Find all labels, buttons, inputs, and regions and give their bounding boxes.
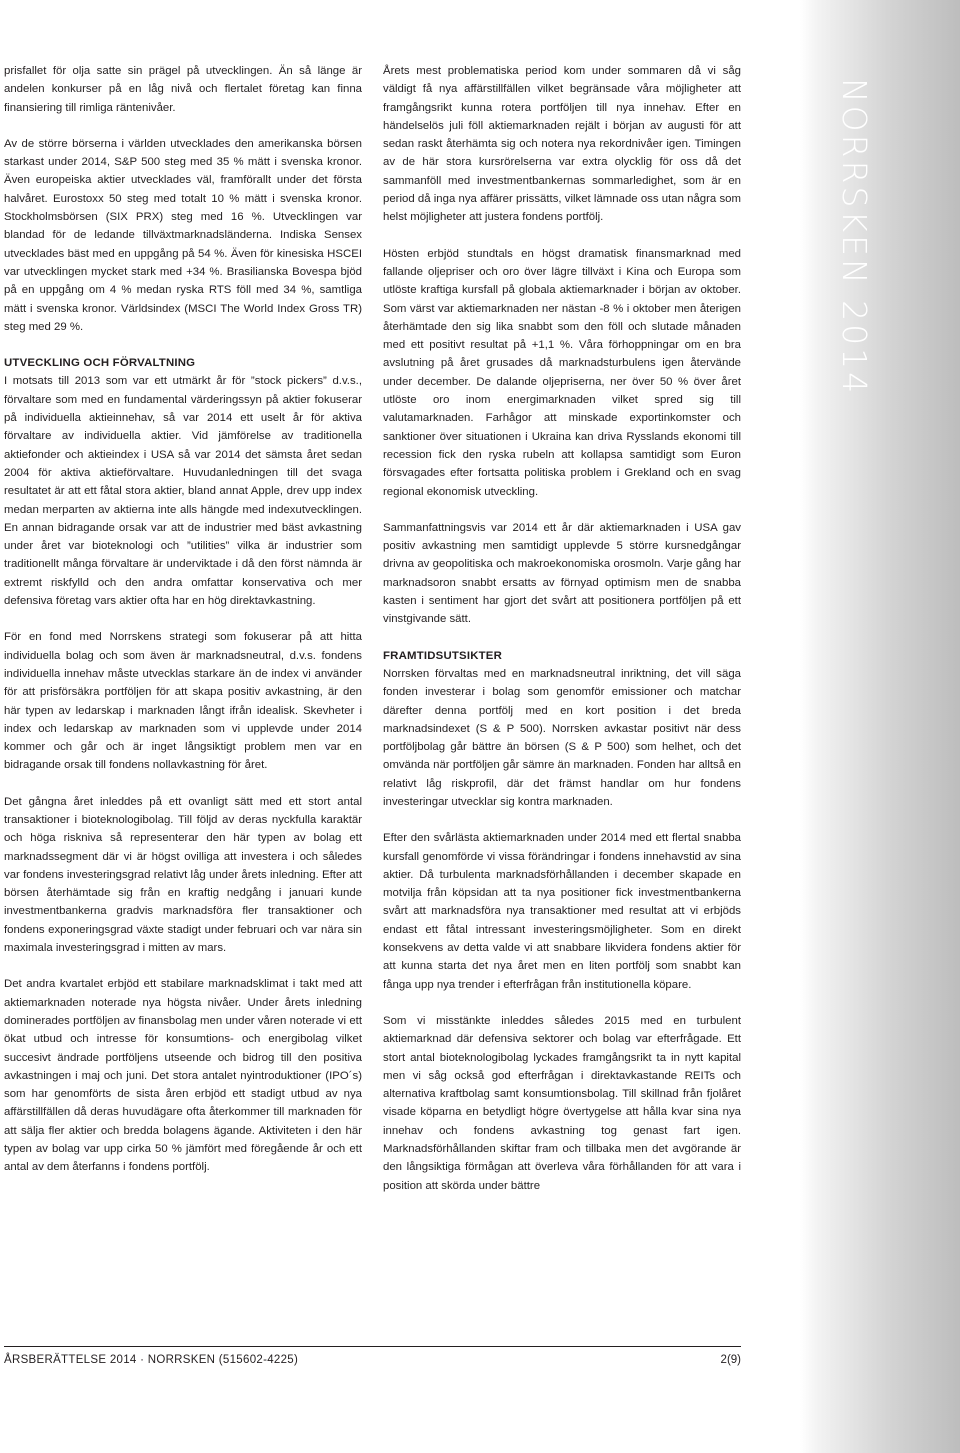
right-column [383, 62, 741, 1213]
paragraph: Som vi misstänkte inleddes således 2015 med en turbulent aktiemarknad där defensiva sektorer och bolag var efterfrågade. Ett stort antal bioteknologibolag lyckades framgångsrikt ta in nytt kapital men vi såg också god efterfrågan i direktavkastande REITs och alternativa kraftbolag samt konsumtionsbolag. Till skillnad från fjolåret visade köparna en betydligt högre övertygelse att hålla kvar sina nya innehav och fondens avkastning tog genast fart igen. Marknadsförhållanden skiftar fram och tillbaka men det avgörande är den långsiktiga förmågan att överleva våra förhållanden för att vara i position att skörda under bättre [383, 1014, 741, 1192]
left-column [4, 62, 362, 1195]
paragraph: I motsats till 2013 som var ett utmärkt år för ”stock pickers” d.v.s., förvaltare som med en fundamental värderingssyn på aktier fokuserar på individuella aktieinnehav, så var 2014 ett uselt år för aktiva förvaltare av individuella aktier. Vid jämförelse av traditionella aktiefonder och aktieindex i USA så var 2014 det sämsta året sedan 2004 för aktiva aktieförvaltare. Huvudanledningen till det svaga resultatet är att ett fåtal stora aktier, bland annat Apple, drev upp index medan merparten av aktierna inte alls hängde med indexutvecklingen. En annan bidragande orsak var att de industrier med bäst avkastning under året var bioteknologi och ”utilities” vilka är industrier som traditionellt många förvaltare är underviktade i då den först nämnda är extremt riskfylld och den andra omfattar konservativa och mer defensiva företag vars aktier ofta har en hög direktavkastning. [4, 375, 362, 608]
paragraph: Norrsken förvaltas med en marknadsneutral inriktning, det vill säga fonden investerar i bolag som genomför emissioner och matchar därefter denna portfölj med en kort position i det breda marknadsindexet (S & P 500). Norrsken avkastar positivt när dess portföljbolag går bättre än börsen (S & P 500) som helhet, och det omvända när portföljen går sämre än marknaden. Fonden har alltså en relativt låg riskprofil, där det främst handlar om hur fondens investeringar utvecklar sig kontra marknaden. [383, 667, 741, 808]
paragraph: För en fond med Norrskens strategi som fokuserar på att hitta individuella bolag och som även är marknadsneutral, d.v.s. fondens individuella innehav måste utvecklas starkare än de index vi använder för att prisförsäkra portföljen för att skapa positiv avkastning, är den här typen av ledarskap i marknaden långt ifrån idealisk. Skevheter i index och ledarskap av marknaden som vi upplevde under 2014 kommer och går och är inget långsiktigt problem men var en bidragande orsak till fondens nollavkastning för året. [4, 631, 362, 772]
paragraph: Efter den svårlästa aktiemarknaden under 2014 med ett flertal snabba kursfall genomförde vi vissa förändringar i fondens innehavstid av sina aktier. Då turbulenta marknadsförhållanden i december skapade en motvilja från köpsidan att ta nya positioner fick investmentbankerna svårt att marknadsföra nya transaktioner med resultat att vi erbjöds endast ett fåtal intressant investeringsmöjligheter. Som en direkt konsekvens av detta valde vi att snabbare likvidera fondens aktier för att kunna starta det nya året men en liten portfölj som snabbt kan fånga upp nya trender i efterfrågan från institutionella köpare. [383, 832, 741, 991]
section-heading: UTVECKLING OCH FÖRVALTNING [4, 357, 196, 370]
paragraph: Det andra kvartalet erbjöd ett stabilare marknadsklimat i takt med att aktiemarknaden noterade nya högsta nivåer. Under årets inledning dominerades portföljen av finansbolag men under våren noterade vi ett ökat utbud och intresse för konsumtions- och energibolag vilket succesivt ändrade portföljens utseende och bidrog till den positiva avkastningen i maj och juni. Det stora antalet nyintroduktioner (IPO´s) som har genomförts de sista åren erbjöd ett stadigt utbud av nya affärstillfällen då deras huvudägare ofta återkommer till marknaden för att sälja fler aktier och bredda bolagens ägande. Aktiviteten i den här typen av bolag var upp cirka 50 % jämfört med föregående år och ett antal av dem återfanns i fondens portfölj. [4, 978, 362, 1174]
paragraph: prisfallet för olja satte sin prägel på utvecklingen. Än så länge är andelen konkurser på en låg nivå och flertalet företag kan finna finansiering till rimliga räntenivåer. [4, 65, 362, 114]
paragraph: Hösten erbjöd stundtals en högst dramatisk finansmarknad med fallande oljepriser och oro över lägre tillväxt i Kina och Europa som utlöste kraftiga kursfall på globala aktiemarknader i början av oktober. Som värst var aktiemarknaden ner nästan -8 % i oktober men återigen återhämtade den sig lika snabbt som den föll och slutade månaden med ett positivt resultat på +1,1 %. Våra förhoppningar om en bra avslutning på året grusades då marknadsturbulens igen återvände under december. De dalande oljepriserna, ner över 50 % över året utlöste oro inom energimarknaden vilket spred sig till valutamarknaden. Farhågor att minskade exportinkomster och sanktioner över situationen i Ukraina kan driva Rysslands ekonomi till recession fick den ryska rubeln att kollapsa samtidigt som Euron försvagades efter fortsatta politiska problem i Grekland och en svag regional ekonomisk utveckling. [383, 247, 741, 498]
footer-publication-title: ÅRSBERÄTTELSE 2014 · NORRSKEN (515602-4225) [4, 1354, 299, 1366]
sidebar-title: NORRSKEN 2014 [835, 78, 874, 397]
footer-divider [4, 1346, 741, 1347]
paragraph: Årets mest problematiska period kom under sommaren då vi såg väldigt få nya affärstillfällen vilket begränsade våra möjligheter att framgångsrikt kunna rotera portföljen till nya innehav. Efter en händelselös juli föll aktiemarknaden rejält i början av augusti för att sedan raskt återhämta sig och notera nya rekordnivåer igen. Timingen av de här stora kursrörelserna var extra olycklig för oss då det sammanföll med investmentbankernas sommarledighet, som är en period då inga nya affärer prissätts, vilket lämnade oss utan några som helst möjligheter att justera fondens portfölj. [383, 65, 741, 224]
page-number: 2(9) [720, 1354, 741, 1366]
paragraph: Det gångna året inleddes på ett ovanligt sätt med ett stort antal transaktioner i bioteknologibolag. Till följd av deras nyckfulla karaktär och höga riskniva så representerar den här typen av bolag ett marknadssegment där vi är högst ovilliga att investera i och således var fondens investeringsgrad relativt låg under årets inledning. Efter att börsen återhämtade sig från en kraftig nedgång i januari kunde investmentbankerna gradvis marknadsföra fler transaktioner och fondens exponeringsgrad växte stadigt under februari och var nära sin maximala investeringsgrad i mitten av mars. [4, 795, 362, 955]
sidebar-band [800, 0, 960, 1453]
section-heading: FRAMTIDSUTSIKTER [383, 649, 502, 662]
paragraph: Sammanfattningsvis var 2014 ett år där aktiemarknaden i USA gav positiv avkastning men samtidigt upplevde 5 större kursnedgångar drivna av geopolitiska och makroekonomiska orosmoln. Varje gång har marknadsoron snabbt ersatts av förnyad optimism men de snabba kasten i sentiment har gjort det svårt att positionera portföljen på ett vinstgivande sätt. [383, 521, 741, 626]
paragraph: Av de större börserna i världen utvecklades den amerikanska börsen starkast under 2014, S&P 500 steg med 35 % mätt i svenska kronor. Även europeiska aktier utvecklades väl, framförallt under det första halvåret. Eurostoxx 50 steg med totalt 10 % mätt i svenska kronor. Stockholmsbörsen (SIX PRX) steg med 16 %. Utvecklingen var blandad för de ledande tillväxtmarknadsländerna. Indiska Sensex utvecklades bäst med en uppgång på 54 %. Även för kinesiska HSCEI var utvecklingen mycket stark med +34 %. Brasilianska Bovespa bjöd på en uppgång om 4 % medan ryska RTS föll med 34 %, samtliga mätt i svenska kronor. Världsindex (MSCI The World Index Gross TR) steg med 29 %. [4, 137, 362, 333]
